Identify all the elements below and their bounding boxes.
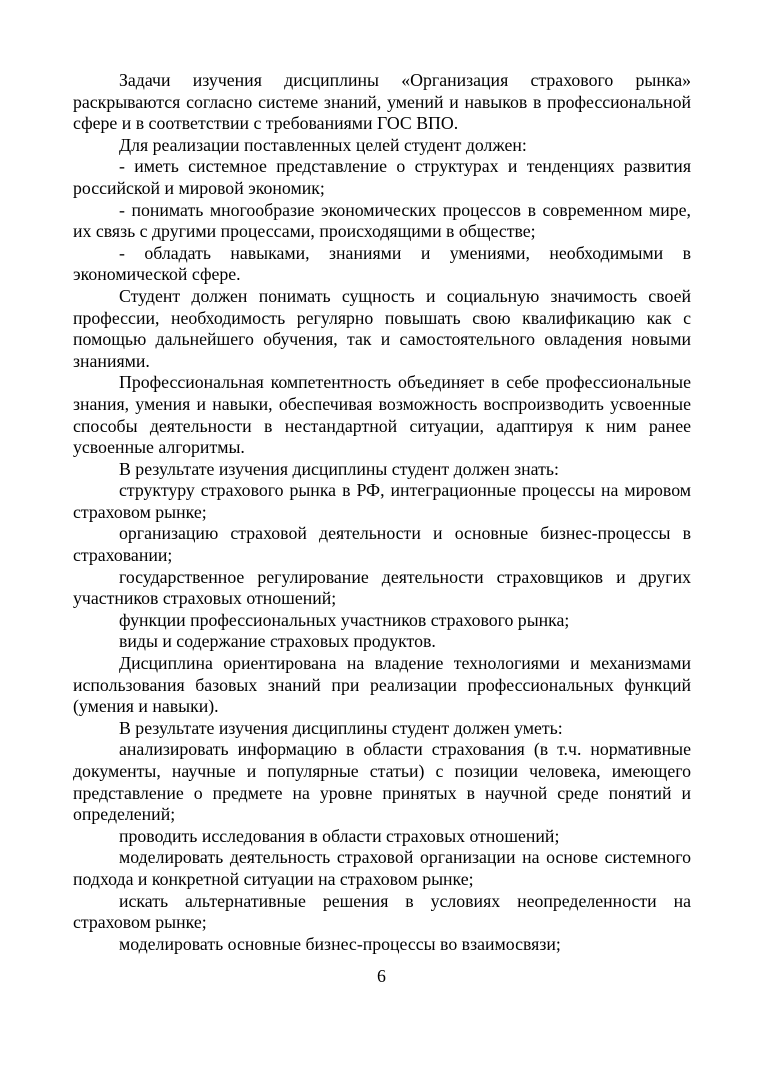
paragraph: В результате изучения дисциплины студент должен знать: [119, 458, 559, 479]
list-item: функции профессиональных участников страхового рынка; [119, 609, 570, 630]
paragraph: Задачи изучения дисциплины «Организация страхового рынка» раскрываются согласно системе знаний, умений и навыков в профессиональной сфере и в соответствии с требованиями ГОС ВПО. [73, 70, 691, 134]
list-item: моделировать деятельность страховой организации на основе системного подхода и конкретной ситуации на страховом рынке; [73, 847, 691, 889]
list-item: проводить исследования в области страховых отношений; [119, 825, 560, 846]
document-body [73, 70, 691, 955]
list-item: организацию страховой деятельности и основные бизнес-процессы в страховании; [73, 523, 691, 566]
list-item: анализировать информацию в области страхования (в т.ч. нормативные документы, научные и популярные статьи) с позиции человека, имеющего представление о предмете на уровне принятых в научной среде понятий и определений; [73, 739, 691, 825]
paragraph: Студент должен понимать сущность и социальную значимость своей профессии, необходимость регулярно повышать свою квалификацию как с помощью дальнейшего обучения, так и самостоятельного овладения новыми знаниями. [73, 285, 691, 371]
page-number: 6 [377, 966, 386, 986]
list-item: структуру страхового рынка в РФ, интеграционные процессы на мировом страховом рынке; [73, 480, 691, 522]
list-item: - понимать многообразие экономических процессов в современном мире, их связь с другими процессами, происходящими в обществе; [73, 199, 691, 242]
paragraph: Профессиональная компетентность объединяет в себе профессиональные знания, умения и навыки, обеспечивая возможность воспроизводить усвоенные способы деятельности в нестандартной ситуации, адаптируя к ним ранее усвоенные алгоритмы. [73, 372, 691, 458]
list-item: - иметь системное представление о структурах и тенденциях развития российской и мировой экономик; [73, 156, 691, 198]
list-item: государственное регулирование деятельности страховщиков и других участников страховых отношений; [73, 566, 691, 609]
list-item: моделировать основные бизнес-процессы во взаимосвязи; [119, 933, 561, 954]
list-item: - обладать навыками, знаниями и умениями, необходимыми в экономической сфере. [73, 242, 691, 285]
paragraph: Для реализации поставленных целей студент должен: [119, 134, 527, 155]
list-item: виды и содержание страховых продуктов. [119, 631, 436, 652]
paragraph: В результате изучения дисциплины студент должен уметь: [119, 717, 563, 738]
paragraph: Дисциплина ориентирована на владение технологиями и механизмами использования базовых знаний при реализации профессиональных функций (умения и навыки). [73, 653, 691, 717]
list-item: искать альтернативные решения в условиях неопределенности на страховом рынке; [73, 890, 691, 933]
